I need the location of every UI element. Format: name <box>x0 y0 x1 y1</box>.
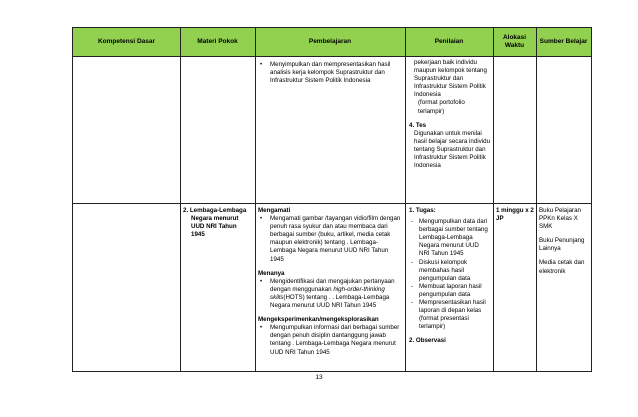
header-kompetensi-dasar: Kompetensi Dasar <box>97 38 156 45</box>
row-divider <box>73 203 591 204</box>
column-divider <box>493 28 494 371</box>
penilaian-portfolio-note: (format portofolio terlampir) <box>418 99 465 115</box>
header-materi-pokok: Materi Pokok <box>197 38 238 45</box>
list-item <box>258 215 401 264</box>
bullet-icon: • <box>260 62 263 68</box>
row2-pembelajaran <box>258 207 401 357</box>
list-item <box>258 278 401 310</box>
observasi-title: 2. Observasi <box>409 337 446 345</box>
dash-icon: - <box>411 282 414 290</box>
row2-penilaian <box>409 207 491 346</box>
mengamati-title: Mengamati <box>258 207 291 214</box>
header-sumber-belajar: Sumber Belajar <box>539 38 588 45</box>
sumber-item: Media cetak dan elektronik <box>539 259 585 275</box>
list-item <box>258 324 401 356</box>
row1-penilaian <box>409 59 491 170</box>
tugas-item: Mengumpulkan data dari berbagai sumber tentang Lembaga-Lembaga Negara menurut UUD NRI Tahun 1945 <box>419 218 488 258</box>
menanya-italic-text: high-order-thinking skills <box>270 285 385 301</box>
bullet-icon: • <box>260 216 263 223</box>
mengamati-text: Mengamati gambar /tayangan vidio/film dengan penuh rasa syukur dan atau membaca dari berbagai sumber (buku, artikel, media cetak maupun elektronik) tentang . Lembaga-Lembaga Negara menurut UUD NRI Tahun 1945 <box>270 215 401 263</box>
page-number: 13 <box>315 374 323 381</box>
row1-pembelajaran <box>258 61 400 85</box>
row2-sumber-belajar <box>539 207 591 276</box>
menanya-title: Menanya <box>258 269 285 277</box>
penilaian-continuation: pekerjaan baik individu maupun kelompok tentang Suprastruktur dan Infrastruktur Sistem Politik Indonesia <box>414 59 487 99</box>
sumber-item: Buku Pelajaran PPKn Kelas X SMK <box>539 207 581 231</box>
header-alokasi-waktu: Alokasi Waktu <box>502 34 527 49</box>
table-header <box>73 28 591 57</box>
tugas-title: 1. Tugas: <box>409 207 436 214</box>
row2-materi-pokok: 2. Lembaga-Lembaga Negara menurut UUD NRI Tahun 1945 <box>183 207 247 239</box>
list-item <box>409 283 491 299</box>
header-pembelajaran: Pembelajaran <box>308 38 352 45</box>
eksplorasi-title: Mengeksperimenkan/mengeksplorasikan <box>258 316 379 324</box>
row2-alokasi-waktu: 1 minggu x 2 JP <box>496 207 534 223</box>
dash-icon: - <box>411 258 414 266</box>
dash-icon: - <box>411 218 414 226</box>
list-item <box>258 61 400 85</box>
tugas-item: Membuat laporan hasil pengumpulan data <box>419 282 482 298</box>
sumber-item: Buku Penunjang Lainnya <box>539 237 585 253</box>
curriculum-table <box>72 27 592 372</box>
tugas-item: Mempresentasikan hasil laporan di depan kelas (format presentasi terlampir) <box>419 299 486 331</box>
list-item <box>409 299 491 331</box>
column-divider <box>180 28 181 371</box>
menanya-text: Mengidentifikasi dan mengajukan pertanyaan dengan menggunakan <box>270 277 395 293</box>
column-divider <box>255 28 256 371</box>
column-divider <box>536 28 537 371</box>
eksplorasi-text: Mengumpulkan informasi dari berbagai sumber dengan penuh disiplin dantanggung jawab tentang . Lembaga-Lembaga Negara menurut UUD NRI Tahun 1945 <box>270 324 400 356</box>
header-penilaian: Penilaian <box>434 38 464 45</box>
column-divider <box>405 28 406 371</box>
list-item <box>409 218 491 258</box>
tes-description: Digunakan untuk menilai hasil belajar secara individu tentang Suprastruktur dan Infrastruktur Sistem Politik Indonesia <box>414 129 491 170</box>
bullet-icon: • <box>260 278 263 285</box>
list-item <box>409 259 491 283</box>
dash-icon: - <box>411 299 414 307</box>
menanya-text-cont: (HOTS) tentang . . Lembaga-Lembaga Negara menurut UUD NRI Tahun 1945 <box>270 293 390 310</box>
bullet-icon: • <box>260 325 263 332</box>
tugas-item: Diskusi kelompok membahas hasil pengumpulan data <box>419 258 471 282</box>
pembelajaran-bullet-text: Menyimpulkan dan mempresentasikan hasil analisis kerja kelompok Suprastruktur dan Infrastruktur Sistem Politik Indonesia <box>270 61 391 85</box>
tes-title: 4. Tes <box>409 121 427 129</box>
